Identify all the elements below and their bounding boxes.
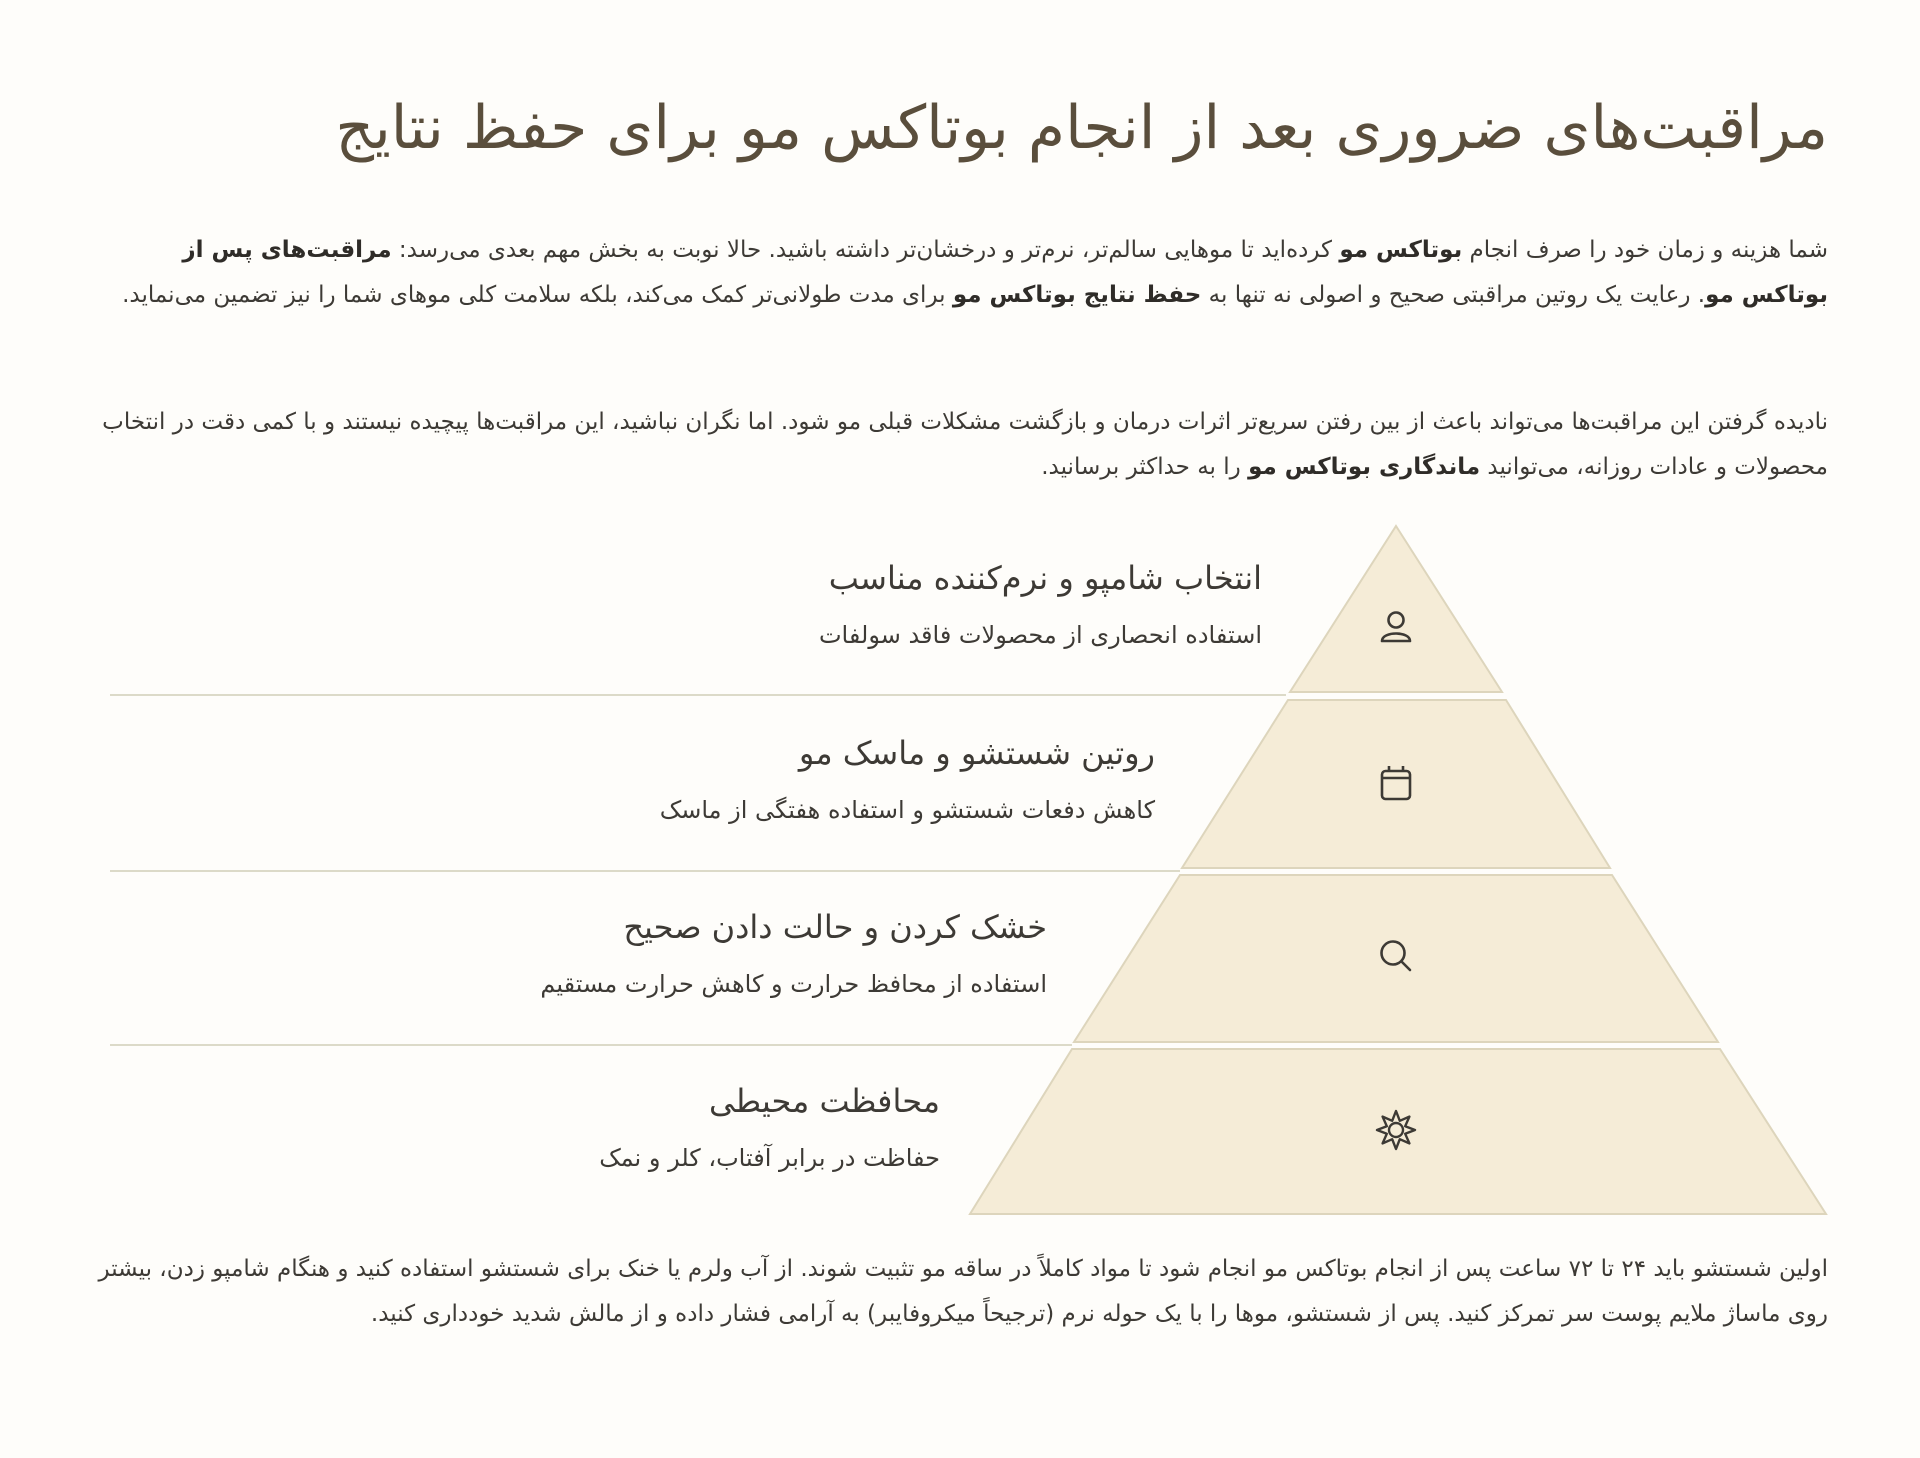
emphasized-keyword: حفظ نتایج بوتاکس مو (952, 282, 1202, 308)
sun-icon (1374, 1108, 1418, 1152)
layer-description: حفاظت در برابر آفتاب، کلر و نمک (599, 1144, 940, 1172)
user-icon (1374, 606, 1418, 650)
text-run: برای مدت طولانی‌تر کمک می‌کند، بلکه سلامت کلی موهای شما را نیز تضمین می‌نماید. (122, 282, 953, 308)
text-run: اولین شستشو باید ۲۴ تا ۷۲ ساعت پس از انجام بوتاکس مو انجام شود تا مواد کاملاً در ساقه مو تثبیت شوند. از آب ولرم یا خنک برای شستشو استفاده کنید و هنگام شامپو زدن، بیشتر روی ماساژ ملایم پوست سر تمرکز کنید. پس از شستشو، موها را با یک حوله نرم (ترجیحاً میکروفایبر) به آرامی فشار داده و از مالش شدید خودداری کنید. (98, 1256, 1828, 1327)
emphasized-keyword: بوتاکس مو (1339, 237, 1463, 263)
calendar-icon (1374, 762, 1418, 806)
pyramid-layer-4-text (599, 1079, 940, 1175)
layer-description: کاهش دفعات شستشو و استفاده هفتگی از ماسک (659, 796, 1155, 824)
layer-title: خشک کردن و حالت دادن صحیح (623, 908, 1047, 946)
pyramid-layer-3-text (540, 905, 1047, 1001)
text-run: نادیده گرفتن این مراقبت‌ها می‌تواند باعث از بین رفتن سریع‌تر اثرات درمان و بازگشت مشکلات قبلی مو شود. اما نگران نباشید، این مراقبت‌ها پیچیده نیستند و با کمی دقت در انتخاب محصولات و عادات روزانه، می‌توانید (102, 409, 1828, 480)
page-title: مراقبت‌های ضروری بعد از انجام بوتاکس مو برای حفظ نتایج (335, 93, 1828, 163)
emphasized-keyword: ماندگاری بوتاکس مو (1248, 454, 1481, 480)
outro-paragraph (98, 1247, 1828, 1337)
text-run: کرده‌اید تا موهایی سالم‌تر، نرم‌تر و درخشان‌تر داشته باشید. حالا نوبت به بخش مهم بعدی می‌رسد: (391, 237, 1340, 263)
text-run: را به حداکثر برسانید. (1041, 454, 1249, 480)
layer-description: استفاده انحصاری از محصولات فاقد سولفات (818, 621, 1262, 649)
layer-title: محافظت محیطی (708, 1082, 940, 1120)
text-run: . رعایت یک روتین مراقبتی صحیح و اصولی نه تنها به (1201, 282, 1706, 308)
layer-title: انتخاب شامپو و نرم‌کننده مناسب (828, 559, 1262, 597)
pyramid-layer-2-text (660, 731, 1155, 827)
pyramid-layer-1-text (819, 556, 1262, 652)
text-run: شما هزینه و زمان خود را صرف انجام (1462, 237, 1828, 263)
layer-description: استفاده از محافظ حرارت و کاهش حرارت مستقیم (540, 970, 1047, 998)
emphasized-keyword: مراقبت‌های پس از بوتاکس مو (182, 237, 1828, 308)
search-icon (1374, 934, 1418, 978)
layer-title: روتین شستشو و ماسک مو (798, 734, 1155, 772)
